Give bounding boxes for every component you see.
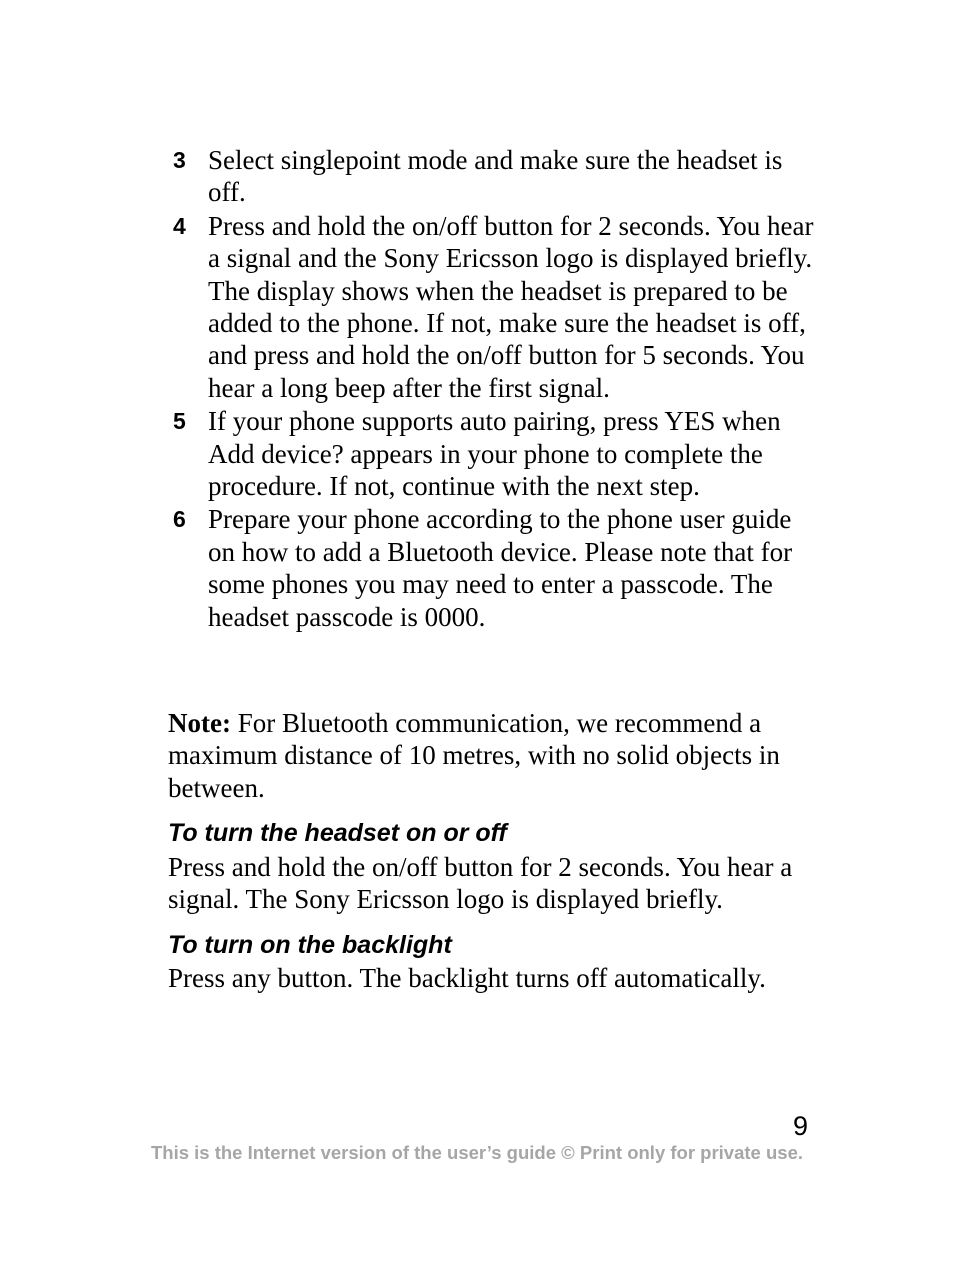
section-body-backlight: Press any button. The backlight turns off automatically. bbox=[168, 963, 766, 993]
step-text: Select singlepoint mode and make sure the headset is off. bbox=[208, 145, 783, 208]
step-text: Press and hold the on/off button for 2 seconds. You hear a signal and the Sony Ericsson logo is displayed briefly. The display shows when the headset is prepared to be added to the phone. If not, make sure the headset is off, and press and hold the on/off button for 5 seconds. You hear a long beep after the first signal. bbox=[208, 210, 814, 403]
page-number: 9 bbox=[792, 1111, 808, 1141]
section-heading-power: To turn the headset on or off bbox=[168, 819, 507, 847]
step-text: Prepare your phone according to the phone user guide on how to add a Bluetooth device. Please note that for some phones you may need to enter a passcode. The headset passcode is 0000. bbox=[208, 504, 793, 632]
section-body-power: Press and hold the on/off button for 2 seconds. You hear a signal. The Sony Ericsson logo is displayed briefly. bbox=[168, 852, 793, 915]
note-label: Note: bbox=[168, 708, 231, 738]
step-number: 6 bbox=[173, 506, 186, 533]
step-item bbox=[168, 144, 818, 209]
note-paragraph bbox=[168, 707, 818, 804]
step-number: 3 bbox=[173, 147, 186, 173]
section-heading-backlight: To turn on the backlight bbox=[168, 931, 452, 959]
step-item bbox=[168, 503, 818, 633]
step-text: If your phone supports auto pairing, press YES when Add device? appears in your phone to complete the procedure. If not, continue with the next step. bbox=[208, 406, 781, 502]
note-text: For Bluetooth communication, we recommend a maximum distance of 10 metres, with no solid objects in between. bbox=[168, 708, 780, 803]
footer-notice: This is the Internet version of the user’s guide © Print only for private use. bbox=[150, 1142, 803, 1163]
step-item bbox=[168, 210, 818, 404]
step-number: 4 bbox=[173, 212, 186, 239]
step-item bbox=[168, 405, 818, 502]
step-number: 5 bbox=[173, 408, 186, 435]
step-list bbox=[168, 144, 818, 634]
